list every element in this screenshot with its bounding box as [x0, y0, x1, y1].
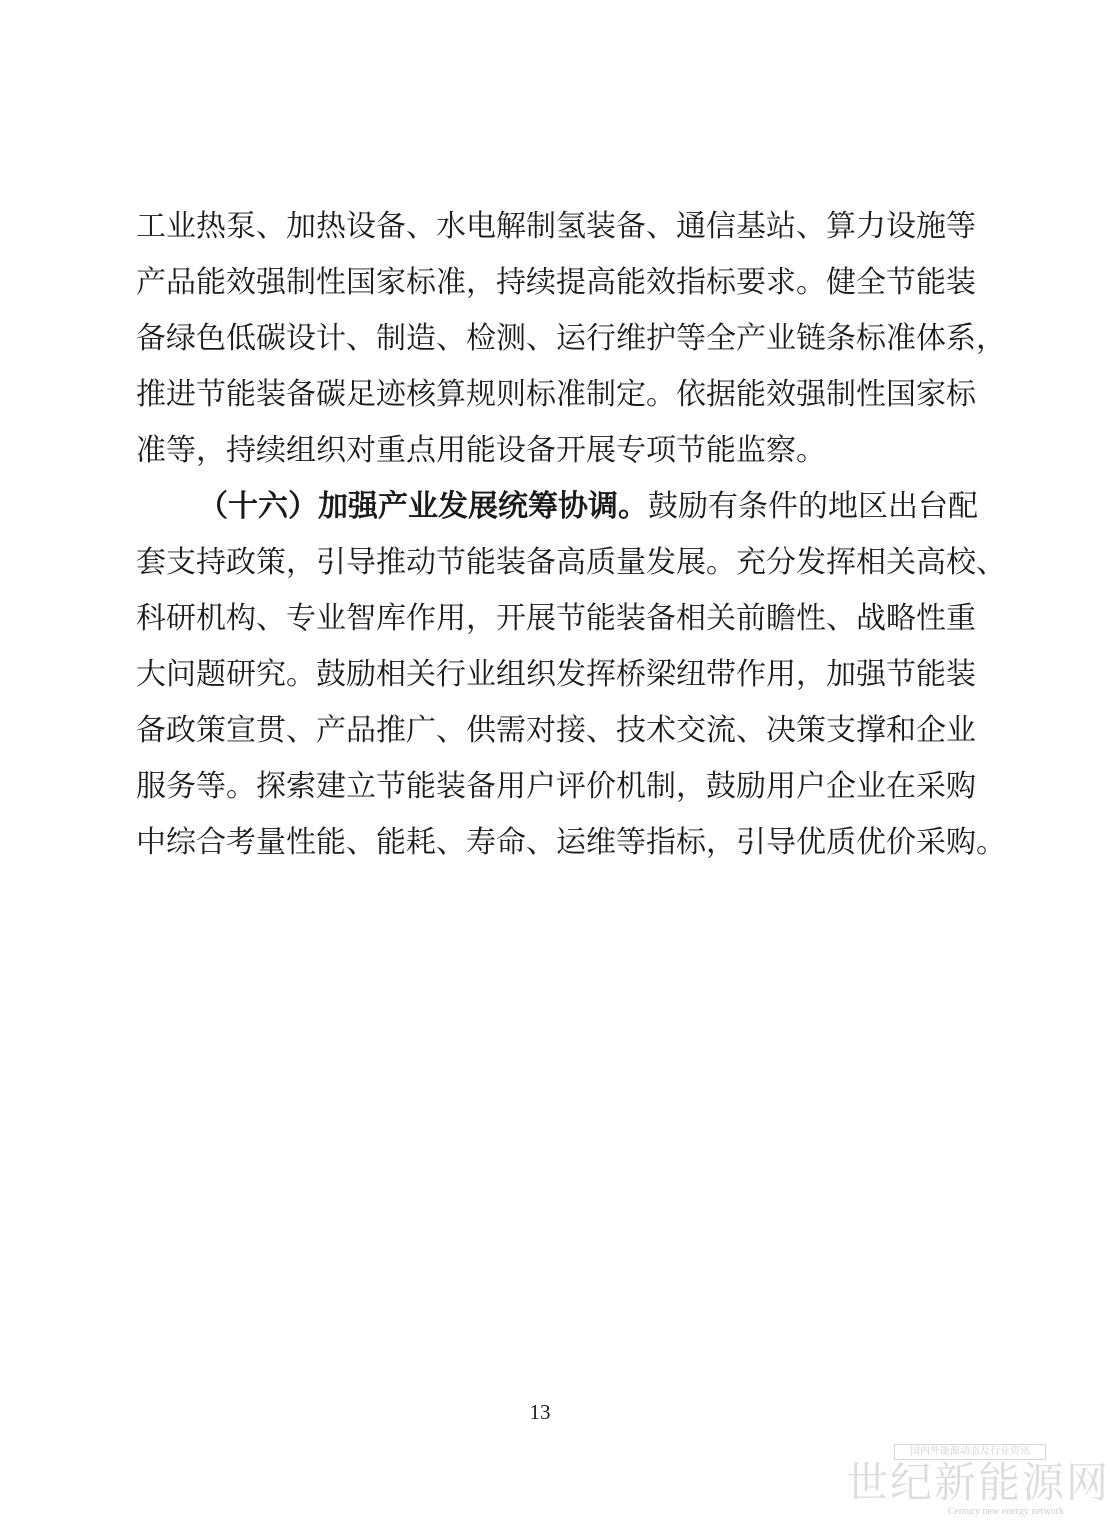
paragraph2-line-1 — [198, 487, 978, 527]
paragraph2-line-4: 大问题研究。鼓励相关行业组织发挥桥梁纽带作用，加强节能装 — [136, 657, 976, 692]
paragraph2-line-5: 备政策宣贯、产品推广、供需对接、技术交流、决策支撑和企业 — [136, 713, 976, 748]
paragraph2-line-2: 套支持政策，引导推动节能装备高质量发展。充分发挥相关高校、 — [136, 545, 1006, 580]
watermark-name: 世纪新能源网 — [846, 1458, 1110, 1507]
section-heading: （十六）加强产业发展统筹协调。 — [198, 489, 648, 524]
paragraph2-line-1-text: 鼓励有条件的地区出台配 — [648, 489, 978, 524]
paragraph2-line-6: 服务等。探索建立节能装备用户评价机制，鼓励用户企业在采购 — [136, 769, 976, 804]
paragraph1-line-5: 准等，持续组织对重点用能设备开展专项节能监察。 — [136, 433, 826, 468]
paragraph1-line-4: 推进节能装备碳足迹核算规则标准制定。依据能效强制性国家标 — [136, 377, 976, 412]
paragraph1-line-1: 工业热泵、加热设备、水电解制氢装备、通信基站、算力设施等 — [136, 209, 976, 244]
page-number: 13 — [529, 1400, 551, 1424]
watermark-logo — [846, 1444, 1110, 1520]
watermark-tagline: 国内外能源动态及行业资讯 — [894, 1444, 1046, 1460]
paragraph2-line-3: 科研机构、专业智库作用，开展节能装备相关前瞻性、战略性重 — [136, 601, 976, 636]
paragraph1-line-2: 产品能效强制性国家标准，持续提高能效指标要求。健全节能装 — [136, 265, 976, 300]
watermark-english: Century new energy network — [947, 1506, 1064, 1517]
paragraph2-line-7: 中综合考量性能、能耗、寿命、运维等指标，引导优质优价采购。 — [136, 825, 1006, 860]
paragraph1-line-3: 备绿色低碳设计、制造、检测、运行维护等全产业链条标准体系， — [136, 321, 1006, 356]
